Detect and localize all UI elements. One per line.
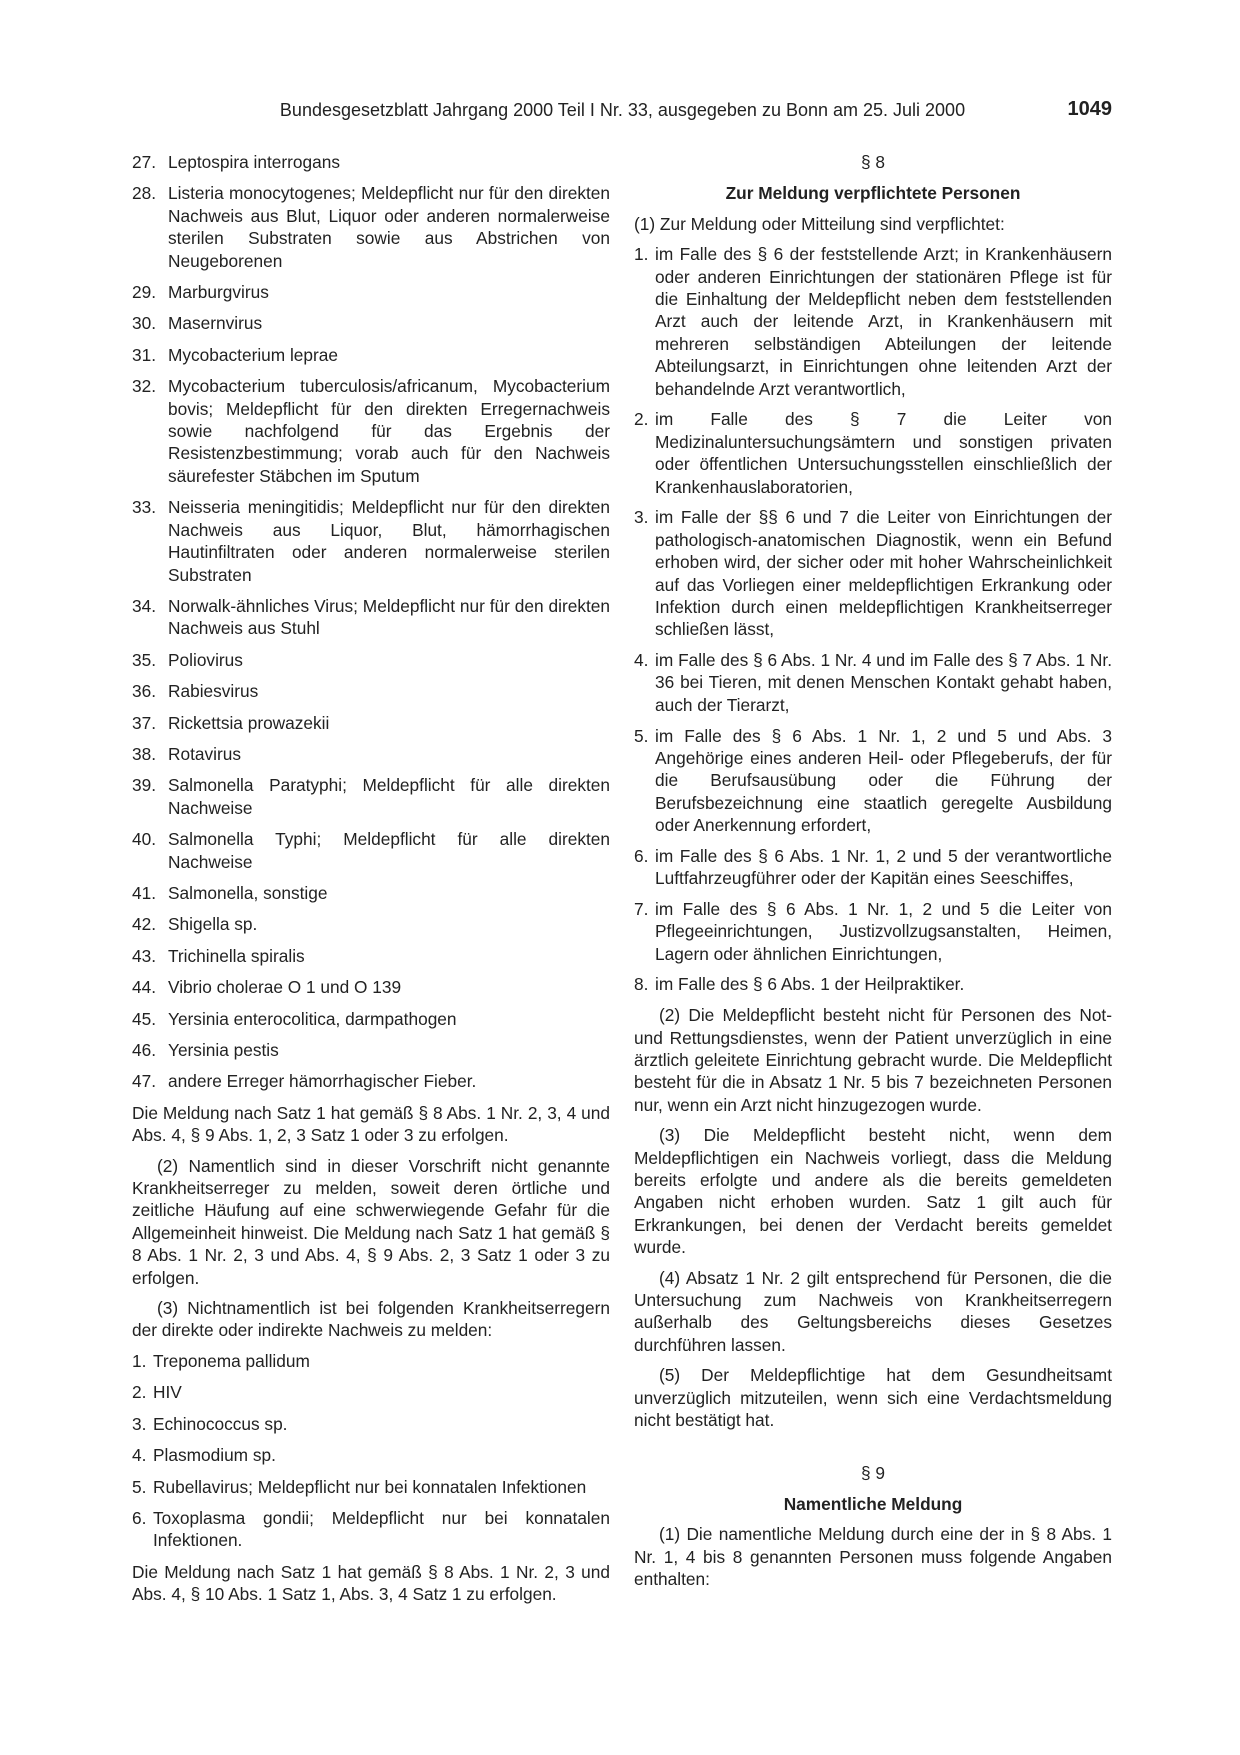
list-item: 5. im Falle des § 6 Abs. 1 Nr. 1, 2 und 5 und Abs. 3 Angehörige eines anderen Heil- oder Pflegeberufs, der für die Berufsausübung oder die Führung der Berufsbezeichnung eine staatlich geregelte Ausbildung oder Anerkennung erfordert, [634, 725, 1112, 836]
paragraph: (5) Der Meldepflichtige hat dem Gesundheitsamt unverzüglich mitzuteilen, wenn sich eine Verdachtsmeldung nicht bestätigt hat. [634, 1365, 1112, 1431]
list-item: 37. Rickettsia prowazekii [132, 712, 330, 733]
paragraph: Die Meldung nach Satz 1 hat gemäß § 8 Abs. 1 Nr. 2, 3, 4 und Abs. 4, § 9 Abs. 1, 2, 3 Satz 1 oder 3 zu erfolgen. [132, 1102, 610, 1146]
list-item: 45. Yersinia enterocolitica, darmpathogen [132, 1008, 457, 1029]
page-number: 1049 [1067, 98, 1112, 120]
list-item: 4. Plasmodium sp. [132, 1445, 276, 1466]
paragraph: (4) Absatz 1 Nr. 2 gilt entsprechend für Personen, die die Untersuchung zum Nachweis von Krankheitserregern außerhalb des Geltungsbereichs dieses Gesetzes durchführen lassen. [634, 1267, 1112, 1355]
list-item: 3. im Falle der §§ 6 und 7 die Leiter von Einrichtungen der pathologisch-anatomischen Diagnostik, wenn ein Befund erhoben wird, der sicher oder mit hoher Wahrscheinlichkeit auf das Vorliegen einer meldepflichtigen Erkrankung oder Infektion durch einen meldepflichtigen Krankheitserreger schließen lässt, [634, 507, 1112, 640]
paragraph: Die Meldung nach Satz 1 hat gemäß § 8 Abs. 1 Nr. 2, 3 und Abs. 4, § 10 Abs. 1 Satz 1, Abs. 3, 4 Satz 1 zu erfolgen. [132, 1561, 610, 1605]
paragraph: (2) Die Meldepflicht besteht nicht für Personen des Not- und Rettungsdienstes, wenn der Patient unverzüglich in eine ärztlich geleitete Einrichtung gebracht wurde. Die Meldepflicht besteht für die in Absatz 1 Nr. 5 bis 7 bezeichneten Personen nur, wenn ein Arzt nicht hinzugezogen wurde. [634, 1005, 1112, 1115]
list-item: 2. im Falle des § 7 die Leiter von Medizinaluntersuchungsämtern und sonstigen privaten oder öffentlichen Untersuchungsstellen einschließlich der Krankenhauslaboratorien, [634, 409, 1112, 497]
list-item: 46. Yersinia pestis [132, 1040, 279, 1060]
list-item: 47. andere Erreger hämorrhagischer Fieber. [132, 1071, 477, 1092]
list-item: 36. Rabiesvirus [132, 681, 259, 702]
section-number: § 8 [860, 152, 886, 172]
list-item: 2. HIV [132, 1382, 182, 1403]
pathogen-list [132, 151, 610, 1093]
list-item: 31. Mycobacterium leprae [132, 344, 339, 365]
list-item: 7. im Falle des § 6 Abs. 1 Nr. 1, 2 und 5 die Leiter von Pflegeeinrichtungen, Justizvollzugsanstalten, Heimen, Lagern oder ähnlichen Einrichtungen, [634, 898, 1112, 964]
section-number: § 9 [860, 1462, 886, 1483]
list-item: 3. Echinococcus sp. [132, 1413, 288, 1434]
paragraph: (1) Zur Meldung oder Mitteilung sind verpflichtet: [634, 213, 1005, 234]
list-item: 35. Poliovirus [132, 649, 243, 670]
paragraph: (3) Nichtnamentlich ist bei folgenden Krankheitserregern der direkte oder indirekte Nachweis zu melden: [132, 1298, 610, 1341]
section-title: Zur Meldung verpflichtete Personen [725, 183, 1021, 204]
list-item: 40. Salmonella Typhi; Meldepflicht für alle direkten Nachweise [132, 829, 610, 872]
list-item: 8. im Falle des § 6 Abs. 1 der Heilpraktiker. [634, 974, 965, 995]
list-item: 1. Treponema pallidum [132, 1350, 310, 1371]
list-item: 39. Salmonella Paratyphi; Meldepflicht für alle direkten Nachweise [132, 775, 610, 818]
list-item: 41. Salmonella, sonstige [132, 882, 328, 903]
obligated-persons-list [634, 243, 1112, 996]
paragraph: (3) Die Meldepflicht besteht nicht, wenn dem Meldepflichtigen ein Nachweis vorliegt, dass die Meldung bereits erfolgte und andere als die bereits gemeldeten Angaben nicht erhoben wurden. Satz 1 gilt auch für Erkrankungen, bei denen der Verdacht bereits gemeldet wurde. [634, 1125, 1112, 1258]
section-title: Namentliche Meldung [783, 1493, 963, 1514]
list-item: 4. im Falle des § 6 Abs. 1 Nr. 4 und im Falle des § 7 Abs. 1 Nr. 36 bei Tieren, mit denen Menschen Kontakt gehabt haben, auch der Tierarzt, [634, 650, 1112, 715]
paragraph: (2) Namentlich sind in dieser Vorschrift nicht genannte Krankheitserreger zu melden, soweit deren örtliche und zeitliche Häufung auf eine schwerwiegende Gefahr für die Allgemeinheit hinweist. Die Meldung nach Satz 1 hat gemäß § 8 Abs. 1 Nr. 2, 3 und Abs. 4, § 9 Abs. 2, 3 Satz 1 oder 3 zu erfolgen. [132, 1155, 610, 1288]
list-item: 28. Listeria monocytogenes; Meldepflicht nur für den direkten Nachweis aus Blut, Liquor oder anderen normalerweise sterilen Substraten sowie aus Abstrichen von Neugeborenen [132, 183, 610, 271]
list-item: 43. Trichinella spiralis [132, 945, 305, 966]
right-column [634, 151, 1112, 1599]
list-item: 27. Leptospira interrogans [132, 152, 340, 172]
list-item: 34. Norwalk-ähnliches Virus; Meldepflicht nur für den direkten Nachweis aus Stuhl [132, 595, 610, 639]
list-item: 5. Rubellavirus; Meldepflicht nur bei konnatalen Infektionen [132, 1476, 587, 1497]
list-item: 6. im Falle des § 6 Abs. 1 Nr. 1, 2 und 5 der verantwortliche Luftfahrzeugführer oder der Kapitän eines Seeschiffes, [634, 845, 1112, 889]
list-item: 6. Toxoplasma gondii; Meldepflicht nur bei konnatalen Infektionen. [132, 1507, 610, 1551]
list-item: 33. Neisseria meningitidis; Meldepflicht nur für den direkten Nachweis aus Liquor, Blut, hämorrhagischen Hautinfiltraten oder anderen normalerweise sterilen Substraten [132, 497, 610, 585]
list-item: 30. Masernvirus [132, 313, 263, 334]
list-item: 42. Shigella sp. [132, 914, 258, 935]
list-item: 44. Vibrio cholerae O 1 und O 139 [132, 977, 402, 998]
paragraph: (1) Die namentliche Meldung durch eine der in § 8 Abs. 1 Nr. 1, 4 bis 8 genannten Personen muss folgende Angaben enthalten: [634, 1524, 1112, 1590]
non-named-pathogen-list [132, 1350, 610, 1552]
list-item: 1. im Falle des § 6 der feststellende Arzt; in Krankenhäusern oder anderen Einrichtungen der stationären Pflege ist für die Einhaltung der Meldepflicht neben dem feststellenden Arzt auch der leitende Arzt, in Krankenhäusern mit mehreren selbständigen Abteilungen der leitende Abteilungsarzt, in Einrichtungen ohne leitenden Arzt der behandelnde Arzt verantwortlich, [634, 244, 1112, 399]
running-header: Bundesgesetzblatt Jahrgang 2000 Teil I Nr. 33, ausgegeben zu Bonn am 25. Juli 2000 [279, 100, 966, 120]
list-item: 29. Marburgvirus [132, 282, 269, 303]
list-item: 32. Mycobacterium tuberculosis/africanum, Mycobacterium bovis; Meldepflicht für den direkten Erregernachweis sowie nachfolgend für das Ergebnis der Resistenzbestimmung; vorab auch für den Nachweis säurefester Stäbchen im Sputum [132, 376, 610, 486]
left-column [132, 151, 610, 1614]
list-item: 38. Rotavirus [132, 743, 241, 764]
